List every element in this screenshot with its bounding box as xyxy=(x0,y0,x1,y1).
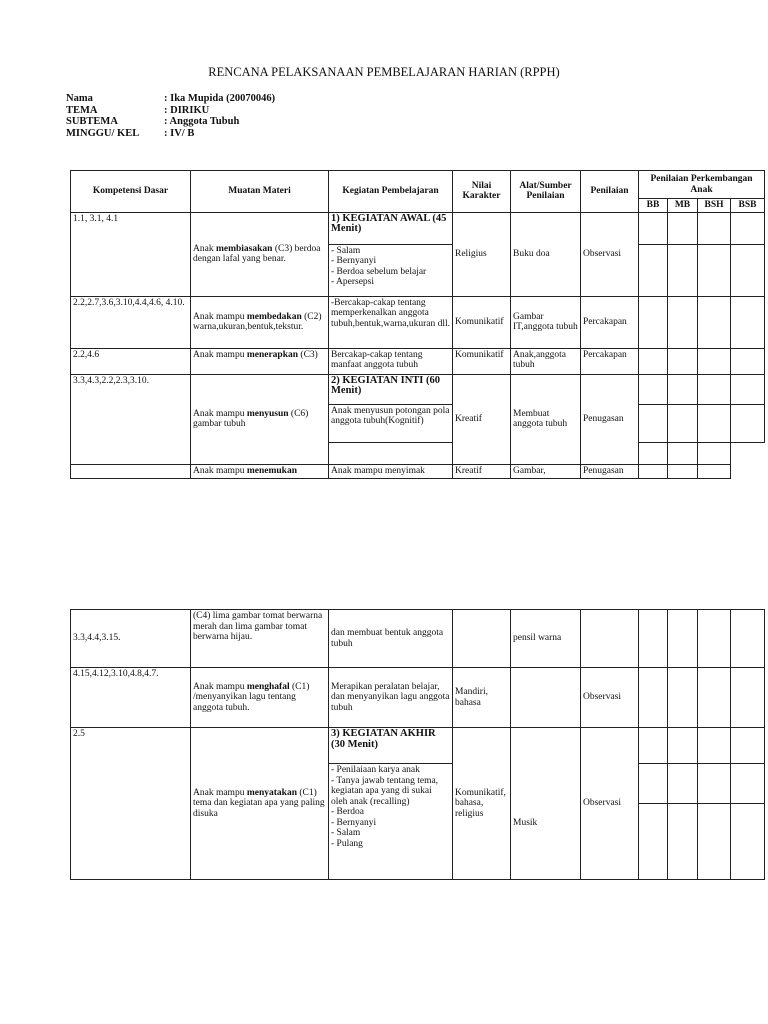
score-cell xyxy=(668,764,698,804)
score-cell xyxy=(668,442,698,464)
muatan-text: Anak mampu xyxy=(193,311,247,322)
identity-row-subtema xyxy=(66,116,275,128)
muatan-text: (C2) warna,ukuran,bentuk,tekstur. xyxy=(193,311,322,332)
header-bsh: BSH xyxy=(698,199,731,213)
muatan-verb: menemukan xyxy=(246,465,297,476)
identity-value: : DIRIKU xyxy=(164,104,210,116)
score-cell xyxy=(731,668,765,728)
score-cell xyxy=(698,212,731,244)
penilaian-cell: Penugasan xyxy=(581,374,639,464)
rpph-table-page2 xyxy=(70,609,765,880)
header-kompetensi: Kompetensi Dasar xyxy=(71,171,191,213)
muatan-text: (C1) tema dan kegiatan apa yang paling disuka xyxy=(193,787,325,819)
muatan-verb: membiasakan xyxy=(215,243,273,254)
score-cell xyxy=(639,296,668,348)
score-cell xyxy=(698,296,731,348)
header-nilai: Nilai Karakter xyxy=(453,171,511,213)
kd-cell: 4.15,4.12,3.10,4.8,4.7. xyxy=(71,668,191,728)
muatan-verb: menyatakan xyxy=(246,787,297,798)
penilaian-cell: Observasi xyxy=(581,668,639,728)
score-cell xyxy=(668,804,698,880)
muatan-text: Anak mampu xyxy=(193,465,247,476)
muatan-cell xyxy=(191,728,329,880)
penilaian-cell: Observasi xyxy=(581,212,639,296)
score-cell xyxy=(639,404,668,442)
muatan-text: (C3) berdoa dengan lafal yang benar. xyxy=(193,243,321,264)
kd-cell: 3.3,4.3,2.2,2.3,3.10. xyxy=(71,374,191,464)
score-cell xyxy=(668,348,698,374)
score-cell xyxy=(668,610,698,668)
identity-key: MINGGU/ KEL xyxy=(66,127,140,139)
muatan-text: Anak xyxy=(193,243,216,254)
nilai-cell: Komunikatif xyxy=(453,296,511,348)
score-cell xyxy=(639,728,668,764)
score-cell xyxy=(639,244,668,296)
penilaian-cell: Percakapan xyxy=(581,296,639,348)
penilaian-cell: Penugasan xyxy=(581,464,639,478)
score-cell xyxy=(698,348,731,374)
score-cell xyxy=(698,244,731,296)
muatan-verb: menerapkan xyxy=(246,349,299,360)
kegiatan-cell: Bercakap-cakap tentang manfaat anggota tubuh xyxy=(329,348,453,374)
identity-value: : Ika Mupida (20070046) xyxy=(164,93,276,104)
nilai-cell: Kreatif xyxy=(453,374,511,464)
muatan-cell xyxy=(191,374,329,464)
muatan-verb: membedakan xyxy=(246,311,302,322)
muatan-cell xyxy=(191,348,329,374)
muatan-cell xyxy=(191,296,329,348)
muatan-text: Anak mampu xyxy=(193,787,247,798)
muatan-verb: menyusun xyxy=(246,408,289,419)
kegiatan-heading: 3) KEGIATAN AKHIR (30 Menit) xyxy=(329,728,453,764)
identity-value: : IV/ B xyxy=(164,127,195,139)
document-title: RENCANA PELAKSANAAN PEMBELAJARAN HARIAN (RPPH) xyxy=(208,65,560,79)
alat-cell: Gambar IT,anggota tubuh xyxy=(511,296,581,348)
score-cell xyxy=(639,212,668,244)
nilai-cell: Komunikatif, bahasa, religius xyxy=(453,728,511,880)
identity-row-minggu xyxy=(66,128,275,140)
score-cell xyxy=(731,296,765,348)
score-cell xyxy=(639,464,668,478)
identity-key: TEMA xyxy=(66,104,98,116)
score-cell xyxy=(668,212,698,244)
score-cell xyxy=(731,404,765,442)
alat-cell: Membuat anggota tubuh xyxy=(511,374,581,464)
identity-row-nama xyxy=(66,93,275,105)
score-cell xyxy=(698,374,731,404)
score-cell xyxy=(698,764,731,804)
score-cell xyxy=(731,212,765,244)
score-cell xyxy=(668,464,698,478)
score-cell xyxy=(731,764,765,804)
muatan-verb: menghafal xyxy=(246,681,290,692)
score-cell xyxy=(731,244,765,296)
header-mb: MB xyxy=(668,199,698,213)
score-cell xyxy=(639,764,668,804)
identity-value: : Anggota Tubuh xyxy=(164,116,240,127)
score-cell xyxy=(731,374,765,404)
score-cell xyxy=(731,728,765,764)
nilai-cell: Mandiri, bahasa xyxy=(453,668,511,728)
header-penilaian: Penilaian xyxy=(581,171,639,213)
kegiatan-heading: 2) KEGIATAN INTI (60 Menit) xyxy=(329,374,453,404)
kd-cell: 2.2,2.7,3.6,3.10,4.4,4.6, 4.10. xyxy=(71,296,191,348)
score-cell xyxy=(731,464,765,478)
score-cell xyxy=(668,244,698,296)
muatan-text: (C3) xyxy=(298,349,318,360)
header-alat: Alat/Sumber Penilaian xyxy=(511,171,581,213)
score-cell xyxy=(639,610,668,668)
kegiatan-cell: Merapikan peralatan belajar, dan menyanyikan lagu anggota tubuh xyxy=(329,668,453,728)
score-cell xyxy=(668,374,698,404)
kd-cell: 2.5 xyxy=(71,728,191,880)
kegiatan-cell: Anak menyusun potongan pola anggota tubuh(Kognitif) xyxy=(329,404,453,442)
header-bsb: BSB xyxy=(731,199,765,213)
kegiatan-cell: -Bercakap-cakap tentang memperkenalkan anggota tubuh,bentuk,warna,ukuran dll. xyxy=(329,296,453,348)
muatan-cell xyxy=(191,212,329,296)
header-muatan: Muatan Materi xyxy=(191,171,329,213)
nilai-cell xyxy=(453,610,511,668)
alat-cell xyxy=(511,668,581,728)
kd-cell: 1.1, 3.1, 4.1 xyxy=(71,212,191,296)
score-cell xyxy=(639,348,668,374)
score-cell xyxy=(668,404,698,442)
muatan-text: Anak mampu xyxy=(193,349,247,360)
score-cell xyxy=(639,442,668,464)
identity-row-tema xyxy=(66,105,275,117)
score-cell xyxy=(698,728,731,764)
alat-cell: pensil warna xyxy=(511,610,581,668)
kegiatan-cell xyxy=(329,442,453,464)
identity-key: Nama xyxy=(66,93,93,104)
alat-cell: Musik xyxy=(511,728,581,880)
muatan-text: (C6) gambar tubuh xyxy=(193,408,309,429)
score-cell xyxy=(731,348,765,374)
kd-cell: 2.2,4.6 xyxy=(71,348,191,374)
score-cell xyxy=(639,374,668,404)
kd-cell: 3.3,4.4,3.15. xyxy=(71,610,191,668)
score-cell xyxy=(698,804,731,880)
kegiatan-cell: dan membuat bentuk anggota tubuh xyxy=(329,610,453,668)
rpph-table-page1 xyxy=(70,170,765,479)
score-cell xyxy=(668,668,698,728)
alat-cell: Buku doa xyxy=(511,212,581,296)
score-cell xyxy=(668,296,698,348)
alat-cell: Anak,anggota tubuh xyxy=(511,348,581,374)
penilaian-cell: Percakapan xyxy=(581,348,639,374)
muatan-cell xyxy=(191,668,329,728)
score-cell xyxy=(698,442,731,464)
muatan-cell xyxy=(191,464,329,478)
identity-block xyxy=(66,93,275,139)
kegiatan-heading: 1) KEGIATAN AWAL (45 Menit) xyxy=(329,212,453,244)
header-perkembangan: Penilaian Perkembangan Anak xyxy=(639,171,765,199)
score-cell xyxy=(731,804,765,880)
muatan-text: Anak mampu xyxy=(193,681,247,692)
kd-cell xyxy=(71,464,191,478)
kegiatan-cell: - Penilaiaan karya anak - Tanya jawab tentang tema, kegiatan apa yang di sukai oleh anak (recalling) - Berdoa - Bernyanyi - Salam - Pulang xyxy=(329,764,453,880)
score-cell xyxy=(639,668,668,728)
score-cell xyxy=(698,464,731,478)
muatan-text: Anak mampu xyxy=(193,408,247,419)
score-cell xyxy=(698,610,731,668)
alat-cell: Gambar, xyxy=(511,464,581,478)
score-cell xyxy=(698,404,731,442)
kegiatan-cell: - Salam - Bernyanyi - Berdoa sebelum belajar - Apersepsi xyxy=(329,244,453,296)
nilai-cell: Komunikatif xyxy=(453,348,511,374)
muatan-text: (C1) /menyanyikan lagu tentang anggota tubuh. xyxy=(193,681,310,713)
score-cell xyxy=(731,610,765,668)
score-cell xyxy=(731,442,765,464)
penilaian-cell xyxy=(581,610,639,668)
score-cell xyxy=(698,668,731,728)
header-kegiatan: Kegiatan Pembelajaran xyxy=(329,171,453,213)
score-cell xyxy=(639,804,668,880)
nilai-cell: Religius xyxy=(453,212,511,296)
score-cell xyxy=(668,728,698,764)
identity-key: SUBTEMA xyxy=(66,116,118,127)
header-bb: BB xyxy=(639,199,668,213)
penilaian-cell: Observasi xyxy=(581,728,639,880)
nilai-cell: Kreatif xyxy=(453,464,511,478)
muatan-cell: (C4) lima gambar tomat berwarna merah dan lima gambar tomat berwarna hijau. xyxy=(191,610,329,668)
kegiatan-cell: Anak mampu menyimak xyxy=(329,464,453,478)
